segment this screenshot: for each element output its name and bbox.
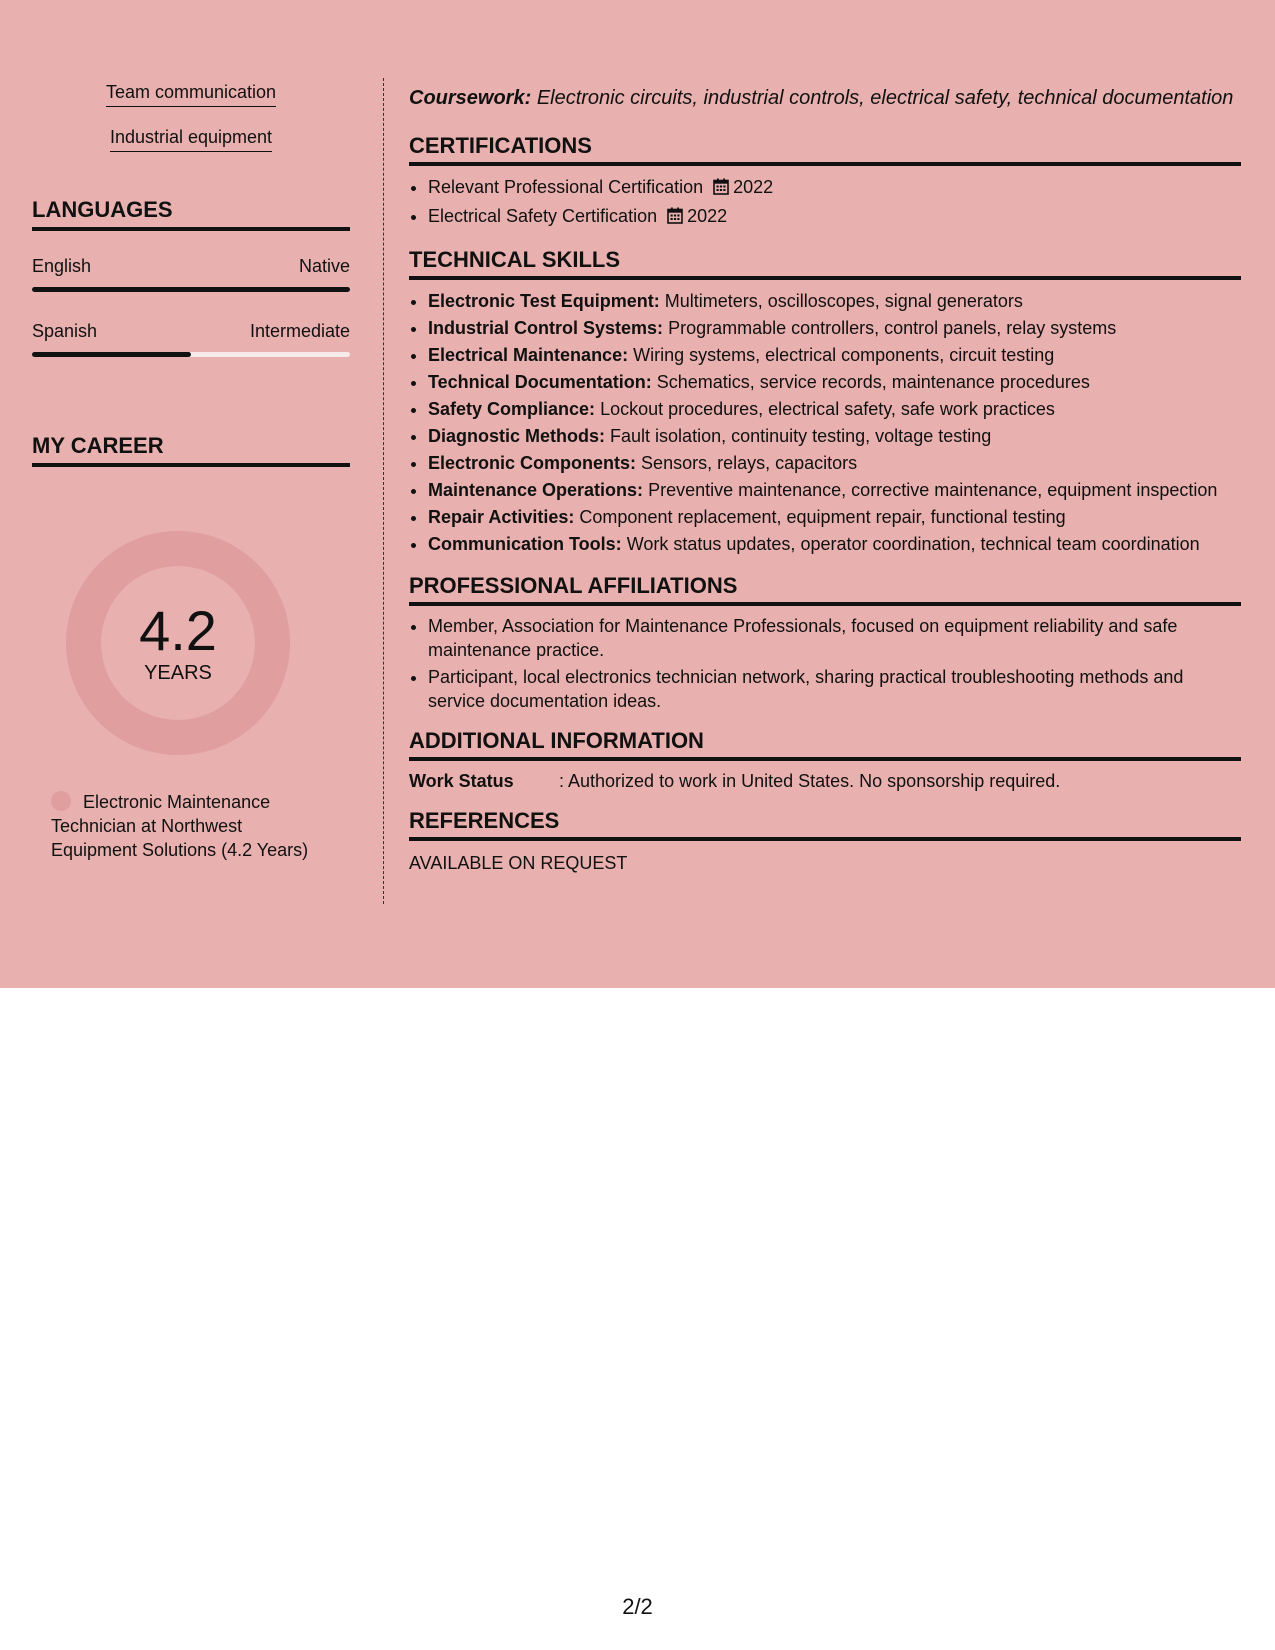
skill-label: Safety Compliance:: [428, 399, 596, 419]
career-legend-text: Electronic Maintenance Technician at Northwest Equipment Solutions (4.2 Years): [51, 792, 309, 860]
skill-item: [428, 315, 1241, 342]
skill-label: Electronic Components:: [428, 453, 637, 473]
certification-year: 2022: [733, 177, 774, 197]
technical-skills-title: TECHNICAL SKILLS: [409, 246, 1241, 280]
language-item: [32, 255, 350, 292]
affiliations-list: [409, 614, 1241, 713]
skill-text: Programmable controllers, control panels, relay systems: [668, 318, 1117, 338]
main-content: [409, 86, 1241, 875]
certifications-list: [409, 174, 1241, 232]
skill-label: Repair Activities:: [428, 507, 575, 527]
skill-tags: [32, 80, 350, 170]
skill-label: Electronic Test Equipment:: [428, 291, 660, 311]
skill-label: Technical Documentation:: [428, 372, 652, 392]
language-bar: [32, 352, 350, 357]
skill-label: Electrical Maintenance:: [428, 345, 629, 365]
career-years-value: 4.2: [139, 599, 217, 662]
work-status-text: : Authorized to work in United States. No sponsorship required.: [559, 771, 1061, 791]
skill-label: Diagnostic Methods:: [428, 426, 606, 446]
skill-text: Preventive maintenance, corrective maintenance, equipment inspection: [648, 480, 1218, 500]
page-number: 2/2: [622, 1594, 653, 1619]
language-level: Native: [298, 256, 350, 276]
sidebar: [32, 80, 350, 467]
certification-item: [428, 203, 1241, 232]
certification-item: [428, 174, 1241, 203]
language-level: Intermediate: [249, 321, 350, 341]
skill-item: [428, 288, 1241, 315]
certifications-title: CERTIFICATIONS: [409, 132, 1241, 166]
skill-item: [428, 450, 1241, 477]
coursework-text: Electronic circuits, industrial controls, electrical safety, technical documentation: [536, 87, 1234, 109]
skill-label: Communication Tools:: [428, 534, 622, 554]
career-legend: [51, 790, 331, 862]
skill-text: Fault isolation, continuity testing, voltage testing: [610, 426, 992, 446]
certification-name: Relevant Professional Certification: [428, 177, 704, 197]
work-status-row: [409, 769, 1241, 793]
references-text: AVAILABLE ON REQUEST: [409, 853, 628, 873]
certification-name: Electrical Safety Certification: [428, 206, 658, 226]
technical-skills-list: [409, 288, 1241, 558]
career-donut-chart: [66, 531, 290, 755]
skill-text: Lockout procedures, electrical safety, safe work practices: [600, 399, 1055, 419]
coursework-label: Coursework:: [409, 87, 532, 109]
language-name: Spanish: [32, 321, 98, 341]
references-title: REFERENCES: [409, 807, 1241, 841]
skill-label: Industrial Control Systems:: [428, 318, 664, 338]
calendar-icon: [667, 205, 683, 232]
skill-item: [428, 369, 1241, 396]
skill-text: Work status updates, operator coordination, technical team coordination: [626, 534, 1200, 554]
language-bar-fill: [32, 352, 191, 357]
career-title: MY CAREER: [32, 433, 350, 467]
skill-item: [428, 396, 1241, 423]
skill-text: Schematics, service records, maintenance procedures: [656, 372, 1090, 392]
skill-tag: Team communication: [106, 80, 276, 107]
affiliation-item: • Participant, local electronics technician network, sharing practical troubleshooting methods and service documentation ideas.: [428, 665, 1241, 713]
calendar-icon: [713, 176, 729, 203]
legend-dot-icon: [51, 791, 71, 811]
languages-title: LANGUAGES: [32, 197, 350, 231]
skill-text: Wiring systems, electrical components, circuit testing: [633, 345, 1055, 365]
additional-information-title: ADDITIONAL INFORMATION: [409, 727, 1241, 761]
language-bar-fill: [32, 287, 350, 292]
certification-year: 2022: [687, 206, 728, 226]
skill-text: Component replacement, equipment repair, functional testing: [579, 507, 1066, 527]
career-years-unit: YEARS: [144, 662, 212, 684]
work-status-label: Work Status: [409, 771, 514, 791]
career-donut-center: [101, 566, 255, 720]
column-divider: [383, 78, 384, 904]
skill-text: Multimeters, oscilloscopes, signal generators: [664, 291, 1023, 311]
coursework: [409, 86, 1241, 110]
skill-item: [428, 477, 1241, 504]
skill-item: [428, 342, 1241, 369]
language-bar: [32, 287, 350, 292]
affiliations-title: PROFESSIONAL AFFILIATIONS: [409, 572, 1241, 606]
skill-tag: Industrial equipment: [110, 125, 272, 152]
skill-label: Maintenance Operations:: [428, 480, 644, 500]
skill-text: Sensors, relays, capacitors: [641, 453, 858, 473]
skill-item: [428, 504, 1241, 531]
skill-item: [428, 423, 1241, 450]
language-name: English: [32, 256, 92, 276]
language-item: [32, 320, 350, 357]
affiliation-item: • Member, Association for Maintenance Professionals, focused on equipment reliability and safe maintenance practice.: [428, 614, 1241, 662]
skill-item: [428, 531, 1241, 558]
